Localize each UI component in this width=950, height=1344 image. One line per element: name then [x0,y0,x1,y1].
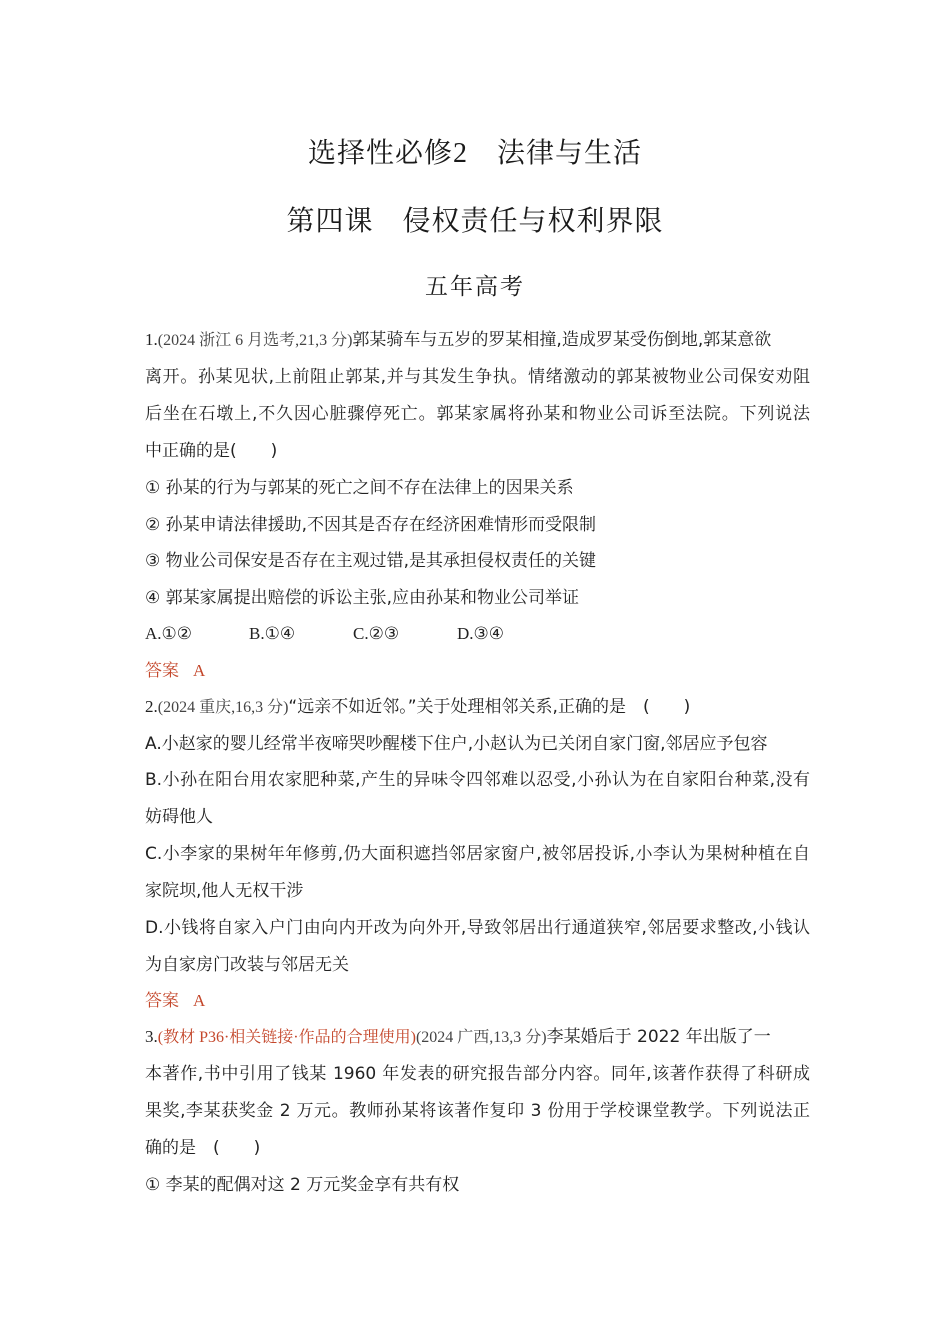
q1-item-3: ③ 物业公司保安是否存在主观过错,是其承担侵权责任的关键 [145,551,597,571]
q2-source: (2024 重庆,16,3 分) [157,699,289,716]
q1-stem-line-1: 1.(2024 浙江 6 月选考,21,3 分)郭某骑车与五岁的罗某相撞,造成罗某受伤倒地,郭某意欲 [145,330,772,350]
q2-option-c-line-1: C.小李家的果树年年修剪,仍大面积遮挡邻居家窗户,被邻居投诉,小李认为果树种植在自 [145,844,810,864]
q1-option-b: B.①④ [249,624,296,643]
book-title: 选择性必修2 法律与生活 [307,136,643,169]
lesson-title: 第四课 侵权责任与权利界限 [286,204,664,237]
q2-option-a: A.小赵家的婴儿经常半夜啼哭吵醒楼下住户,小赵认为已关闭自家门窗,邻居应予包容 [145,734,768,754]
q2-option-b-line-1: B.小孙在阳台用农家肥种菜,产生的异味令四邻难以忍受,小孙认为在自家阳台种菜,没有 [145,770,810,790]
q3-source: (2024 广西,13,3 分) [415,1029,547,1046]
q3-stem-line-4: 确的是 ( ) [145,1138,261,1158]
q2-answer: 答案 A [145,991,206,1011]
q1-item-1: ① 孙某的行为与郭某的死亡之间不存在法律上的因果关系 [145,478,574,498]
q1-item-2: ② 孙某申请法律援助,不因其是否存在经济困难情形而受限制 [145,515,597,535]
q1-option-a: A.①② [145,624,193,643]
q3-stem-line-2: 本著作,书中引用了钱某 1960 年发表的研究报告部分内容。同年,该著作获得了科研成 [145,1064,810,1084]
q2-option-c-line-2: 家院坝,他人无权干涉 [145,881,304,901]
q2-option-d-line-2: 为自家房门改装与邻居无关 [145,955,349,975]
q2-option-b-line-2: 妨碍他人 [145,807,213,827]
q1-source: (2024 浙江 6 月选考,21,3 分) [157,332,353,349]
q1-option-c: C.②③ [353,624,400,643]
q1-stem-line-2: 离开。孙某见状,上前阻止郭某,并与其发生争执。情绪激动的郭某被物业公司保安劝阻 [145,367,810,387]
section-title: 五年高考 [425,274,525,300]
q3-item-1: ① 李某的配偶对这 2 万元奖金享有共有权 [145,1175,460,1195]
q1-answer: 答案 A [145,661,206,681]
q1-stem-line-3: 后坐在石墩上,不久因心脏骤停死亡。郭某家属将孙某和物业公司诉至法院。下列说法 [145,404,810,424]
q2-option-d-line-1: D.小钱将自家入户门由向内开改为向外开,导致邻居出行通道狭窄,邻居要求整改,小钱认 [145,918,810,938]
q3-stem-line-3: 果奖,李某获奖金 2 万元。教师孙某将该著作复印 3 份用于学校课堂教学。下列说法正 [145,1101,810,1121]
q1-option-d: D.③④ [457,624,505,643]
q1-stem-line-4: 中正确的是( ) [145,441,278,461]
q3-textbook-tag: (教材 P36·相关链接·作品的合理使用) [157,1029,416,1046]
q1-options [145,623,810,645]
q3-stem-line-1: 3.(教材 P36·相关链接·作品的合理使用)(2024 广西,13,3 分)李某婚后于 2022 年出版了一 [145,1027,771,1047]
q1-item-4: ④ 郭某家属提出赔偿的诉讼主张,应由孙某和物业公司举证 [145,588,580,608]
q2-stem: 2.(2024 重庆,16,3 分)“远亲不如近邻。”关于处理相邻关系,正确的是 ( ) [145,697,691,717]
